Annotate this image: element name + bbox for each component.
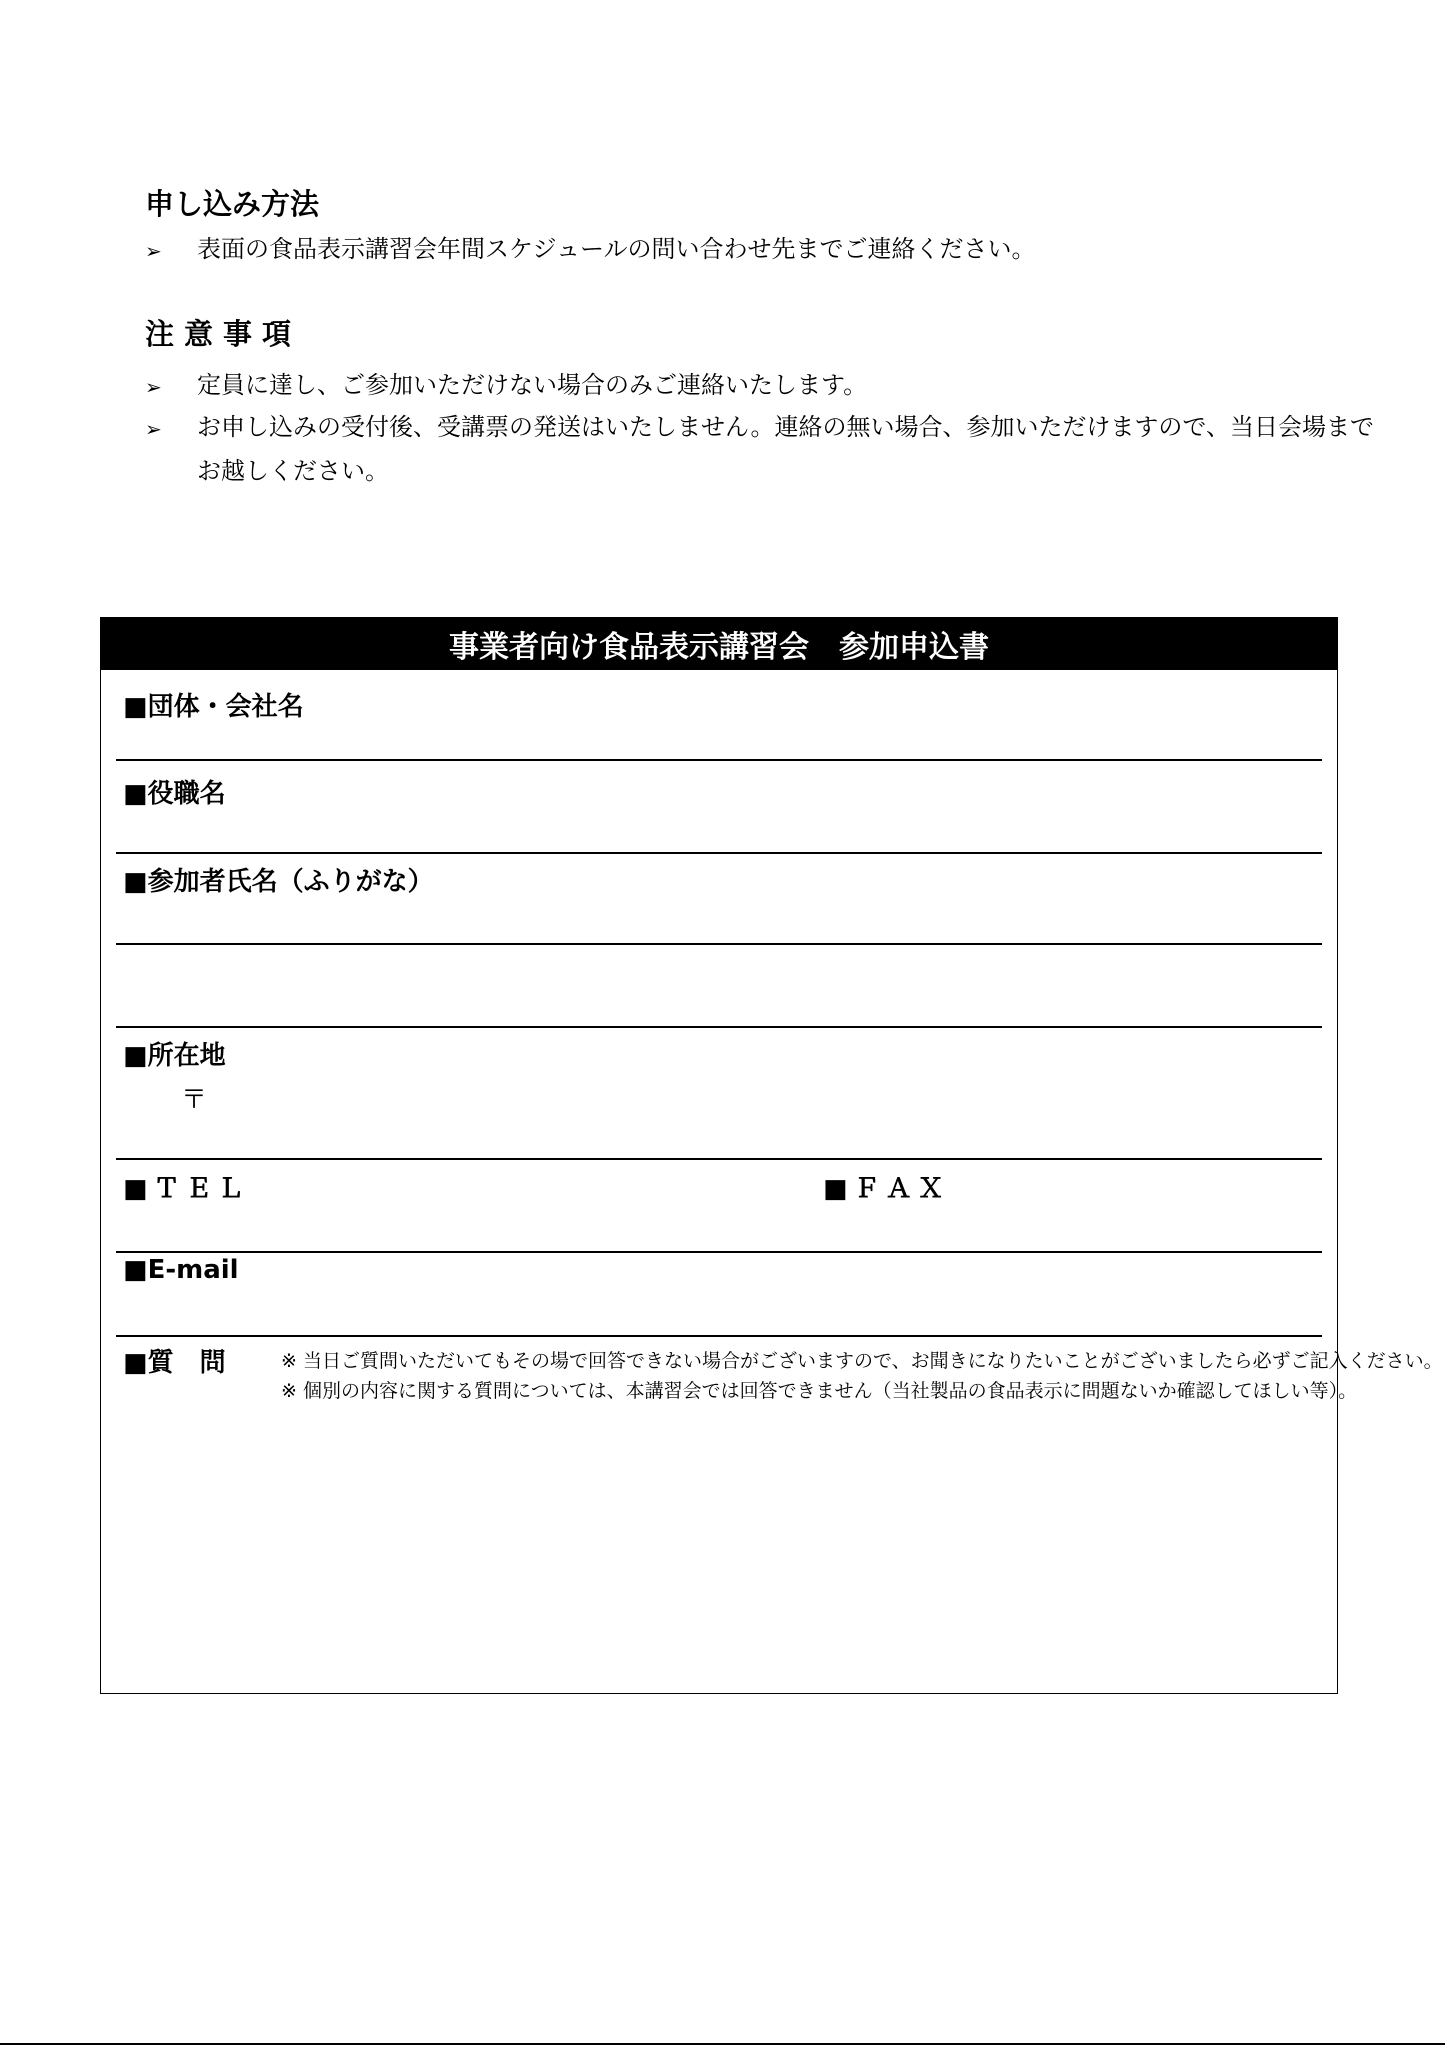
- field-divider: [116, 759, 1322, 761]
- tel-label: ■ＴＥＬ: [123, 1174, 250, 1204]
- bullet-text: お申し込みの受付後、受講票の発送はいたしません。連絡の無い場合、参加いただけますので、当日会場までお越しください。: [197, 413, 1374, 485]
- bullet-item: [145, 414, 1377, 493]
- field-divider: [116, 1158, 1322, 1160]
- field-divider: [116, 943, 1322, 945]
- question-note: ※ 当日ご質問いただいてもその場で回答できない場合がございますので、お聞きになりたいことがございましたら必ずご記入ください。: [281, 1350, 1443, 1372]
- arrow-bullet-icon: ➢: [145, 239, 162, 263]
- bullet-text: 表面の食品表示講習会年間スケジュールの問い合わせ先までご連絡ください。: [197, 235, 1036, 263]
- bullet-item: [145, 372, 1377, 407]
- field-divider: [116, 1335, 1322, 1337]
- participant-name-label: ■参加者氏名（ふりがな）: [123, 867, 434, 897]
- arrow-bullet-icon: ➢: [145, 417, 162, 441]
- form-title: 事業者向け食品表示講習会 参加申込書: [101, 618, 1337, 670]
- notes-heading: 注意事項: [145, 317, 302, 351]
- field-divider: [116, 852, 1322, 854]
- question-label: ■質 問: [123, 1348, 226, 1378]
- arrow-bullet-icon: ➢: [145, 375, 162, 399]
- application-method-heading: 申し込み方法: [145, 187, 320, 221]
- application-form: [100, 617, 1443, 1694]
- question-note: ※ 個別の内容に関する質問については、本講習会では回答できません（当社製品の食品表示に問題ないか確認してほしい等）。: [281, 1380, 1358, 1402]
- email-label: ■E-mail: [123, 1255, 239, 1285]
- field-divider: [116, 1026, 1322, 1028]
- fax-label: ■ＦＡＸ: [823, 1174, 950, 1204]
- position-label: ■役職名: [123, 779, 226, 809]
- address-label: ■所在地: [123, 1041, 226, 1071]
- postal-mark: 〒: [181, 1085, 208, 1115]
- field-divider: [116, 1251, 1322, 1253]
- bullet-item: [145, 236, 1377, 271]
- organization-label: ■団体・会社名: [123, 692, 304, 722]
- page-bottom-rule: [0, 2043, 1445, 2045]
- bullet-text: 定員に達し、ご参加いただけない場合のみご連絡いたします。: [197, 371, 868, 399]
